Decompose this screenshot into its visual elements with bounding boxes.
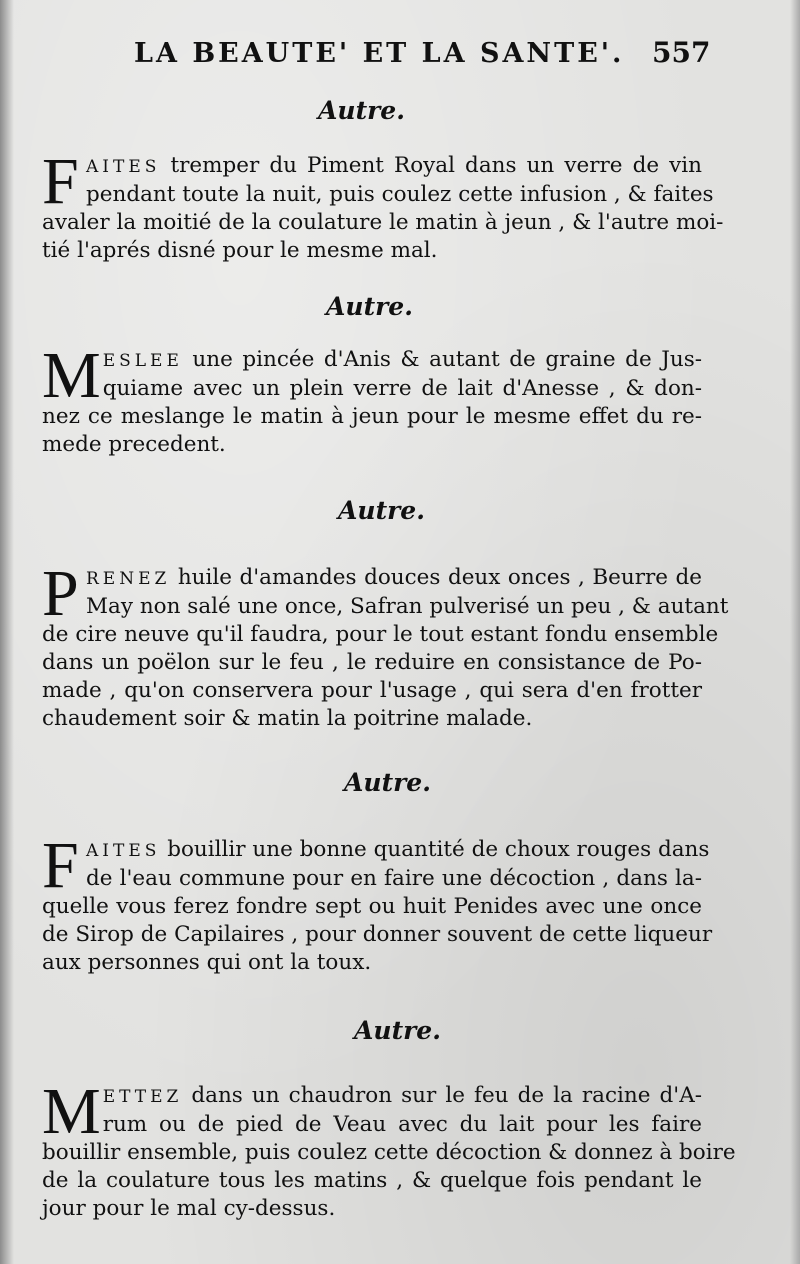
drop-cap: M [42, 339, 101, 412]
text-line: ETTEZ dans un chaudron sur le feu de la racine d'A- [102, 1083, 702, 1108]
text-line: rum ou de pied de Veau avec du lait pour les faire [102, 1112, 702, 1137]
running-title: LA BEAUTE' ET LA SANTE'. [134, 38, 625, 69]
text-line: AITES bouillir une bonne quantité de choux rouges dans [86, 837, 710, 862]
text-line: de cire neuve qu'il faudra, pour le tout estant fondu ensemble [42, 622, 719, 647]
text-line: quelle vous ferez fondre sept ou huit Penides avec une once [42, 894, 702, 919]
section-heading: Autre. [344, 768, 431, 797]
text-line: nez ce meslange le matin à jeun pour le mesme effet du re- [42, 404, 702, 429]
page-number: 557 [652, 36, 711, 69]
lead-small-caps: AITES [86, 841, 161, 861]
page-gutter-shadow [0, 0, 14, 1264]
text-line: quiame avec un plein verre de lait d'Anesse , & don- [102, 376, 702, 401]
text-line: aux personnes qui ont la toux. [42, 950, 372, 975]
text-line: dans un poëlon sur le feu , le reduire en consistance de Po- [42, 650, 702, 675]
drop-cap: F [42, 829, 79, 902]
text-line: tié l'aprés disné pour le mesme mal. [42, 238, 438, 263]
text-line: made , qu'on conservera pour l'usage , qui sera d'en frotter [42, 678, 702, 703]
text-line: jour pour le mal cy-dessus. [42, 1196, 336, 1221]
paragraph [42, 829, 713, 977]
text-line: de la coulature tous les matins , & quelque fois pendant le [42, 1168, 702, 1193]
text-line: RENEZ huile d'amandes douces deux onces , Beurre de [86, 565, 702, 590]
lead-small-caps: RENEZ [86, 569, 171, 589]
lead-small-caps: ETTEZ [102, 1087, 183, 1107]
text-line: bouillir ensemble, puis coulez cette décoction & donnez à boire [42, 1140, 736, 1165]
text-line: May non salé une once, Safran pulverisé un peu , & autant [86, 594, 729, 619]
paragraph [42, 339, 702, 459]
text-line: de l'eau commune pour en faire une décoction , dans la- [86, 866, 702, 891]
paragraph [42, 557, 729, 733]
paragraph [42, 145, 724, 265]
section-heading: Autre. [326, 292, 413, 321]
text-line: chaudement soir & matin la poitrine malade. [42, 706, 533, 731]
text-line: ESLEE une pincée d'Anis & autant de graine de Jus- [102, 347, 702, 372]
text-line: pendant toute la nuit, puis coulez cette infusion , & faites [86, 182, 714, 207]
drop-cap: P [42, 557, 79, 630]
page-edge-shadow [790, 0, 800, 1264]
text-line: avaler la moitié de la coulature le matin à jeun , & l'autre moi- [42, 210, 724, 235]
text-line: AITES tremper du Piment Royal dans un verre de vin [86, 153, 702, 178]
drop-cap: M [42, 1075, 101, 1148]
paragraph [42, 1075, 736, 1223]
section-heading: Autre. [318, 96, 405, 125]
lead-small-caps: AITES [86, 157, 161, 177]
section-heading: Autre. [354, 1016, 441, 1045]
text-line: mede precedent. [42, 432, 226, 457]
lead-small-caps: ESLEE [102, 351, 183, 371]
text-line: de Sirop de Capilaires , pour donner souvent de cette liqueur [42, 922, 713, 947]
drop-cap: F [42, 145, 79, 218]
section-heading: Autre. [338, 496, 425, 525]
